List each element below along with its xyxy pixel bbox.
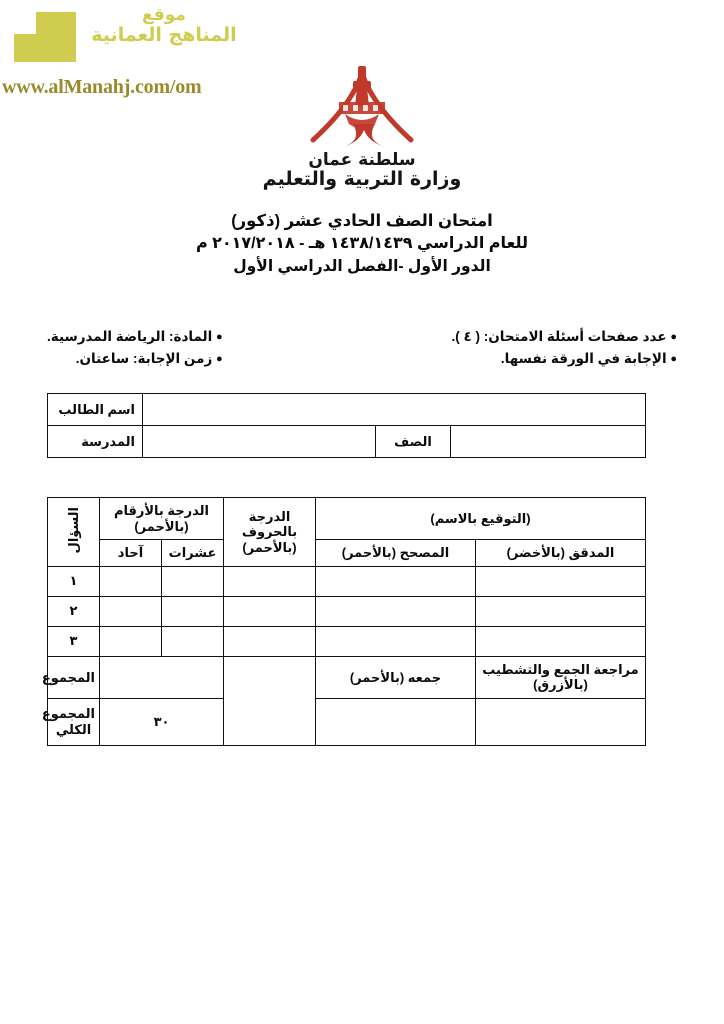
table-header-row: [48, 540, 646, 567]
school-input[interactable]: [143, 426, 376, 458]
bullet-icon: ●: [670, 331, 677, 343]
meta-subject: المادة: الرياضة المدرسية.: [47, 329, 213, 344]
school-label: المدرسة: [48, 426, 143, 458]
grand-total-checker-cell[interactable]: [476, 698, 646, 745]
numeric-grade-header: الدرجة بالأرقام (بالأحمر): [100, 498, 224, 540]
question-number-cell: ١: [48, 566, 100, 596]
academic-year: للعام الدراسي ١٤٣٨/١٤٣٩ هـ - ٢٠١٧/٢٠١٨ م: [195, 235, 529, 253]
tens-cell[interactable]: [162, 596, 224, 626]
grand-total-numeric-cell[interactable]: ٣٠: [100, 698, 224, 745]
ministry-text: [0, 152, 724, 189]
meta-answer-location: الإجابة في الورقة نفسها.: [500, 351, 667, 367]
ones-cell[interactable]: [100, 566, 162, 596]
total-corrector-note: جمعه (بالأحمر): [316, 656, 476, 698]
exam-meta-left: [452, 326, 677, 371]
site-url: www.alManahj.com/om: [2, 76, 202, 98]
table-row: [48, 566, 646, 596]
corrector-header: المصحح (بالأحمر): [316, 540, 476, 567]
checker-cell[interactable]: [476, 596, 646, 626]
table-row: [48, 426, 646, 458]
question-number-cell: ٣: [48, 626, 100, 656]
ministry-name: وزارة التربية والتعليم: [262, 167, 462, 190]
country-name: سلطنة عمان: [308, 150, 416, 170]
letters-grade-cell[interactable]: [224, 566, 316, 596]
tens-header: عشرات: [162, 540, 224, 567]
grand-total-label: [41, 698, 100, 745]
exam-meta: [47, 326, 677, 371]
meta-item: [452, 348, 677, 370]
checker-cell[interactable]: [476, 626, 646, 656]
site-name-line1: موقع: [142, 5, 186, 25]
total-checker-note: مراجعة الجمع والتشطيب (بالأزرق): [476, 656, 646, 698]
meta-page-count: عدد صفحات أسئلة الامتحان: ( ٤ ).: [451, 329, 667, 344]
question-number-cell: ٢: [48, 596, 100, 626]
corrector-cell[interactable]: [316, 566, 476, 596]
signature-header: (التوقيع بالاسم): [316, 498, 646, 540]
total-numeric-cell[interactable]: [100, 656, 224, 698]
class-input[interactable]: [451, 426, 646, 458]
site-name: [74, 6, 254, 46]
meta-duration: زمن الإجابة: ساعتان.: [75, 351, 213, 367]
grand-total-label-line2: الكلي: [55, 721, 92, 737]
corrector-cell[interactable]: [316, 626, 476, 656]
letters-grade-header: الدرجة بالحروف (بالأحمر): [224, 498, 316, 567]
corrector-cell[interactable]: [316, 596, 476, 626]
exam-session: الدور الأول -الفصل الدراسي الأول: [233, 258, 491, 276]
total-letters-grade-cell[interactable]: [224, 656, 316, 745]
meta-item: [452, 326, 677, 348]
tens-cell[interactable]: [162, 566, 224, 596]
table-header-row: [48, 498, 646, 540]
bullet-icon: ●: [215, 331, 223, 343]
almanahj-logo-icon: [14, 12, 76, 62]
exam-title: امتحان الصف الحادي عشر (ذكور): [231, 212, 493, 230]
student-name-input[interactable]: [143, 394, 646, 426]
table-row: [48, 596, 646, 626]
marks-table: [41, 497, 646, 746]
ones-header: آحاد: [100, 540, 162, 567]
letters-grade-cell[interactable]: [224, 626, 316, 656]
meta-item: [47, 326, 223, 348]
question-header: [48, 498, 100, 567]
table-row: [48, 626, 646, 656]
grand-total-row: [48, 698, 646, 745]
student-info-table: [47, 393, 646, 458]
student-name-label: اسم الطالب: [48, 394, 143, 426]
checker-header: المدقق (بالأخضر): [476, 540, 646, 567]
oman-national-emblem-icon: [0, 62, 724, 154]
checker-cell[interactable]: [476, 566, 646, 596]
exam-title-block: [0, 210, 724, 278]
total-label: المجموع: [48, 656, 100, 698]
exam-meta-right: [47, 326, 223, 371]
tens-cell[interactable]: [162, 626, 224, 656]
meta-item: [47, 348, 223, 370]
bullet-icon: ●: [215, 353, 223, 366]
ones-cell[interactable]: [100, 596, 162, 626]
class-label: الصف: [376, 426, 451, 458]
letters-grade-cell[interactable]: [224, 596, 316, 626]
question-header-label: السؤال: [65, 506, 81, 554]
bullet-icon: ●: [670, 353, 677, 366]
table-row: [48, 394, 646, 426]
grand-total-corrector-cell[interactable]: [316, 698, 476, 745]
total-row: [48, 656, 646, 698]
site-name-line2: المناهج العمانية: [91, 24, 237, 47]
ministry-header: [0, 62, 724, 202]
grand-total-label-line1: المجموع: [41, 706, 95, 722]
ones-cell[interactable]: [100, 626, 162, 656]
